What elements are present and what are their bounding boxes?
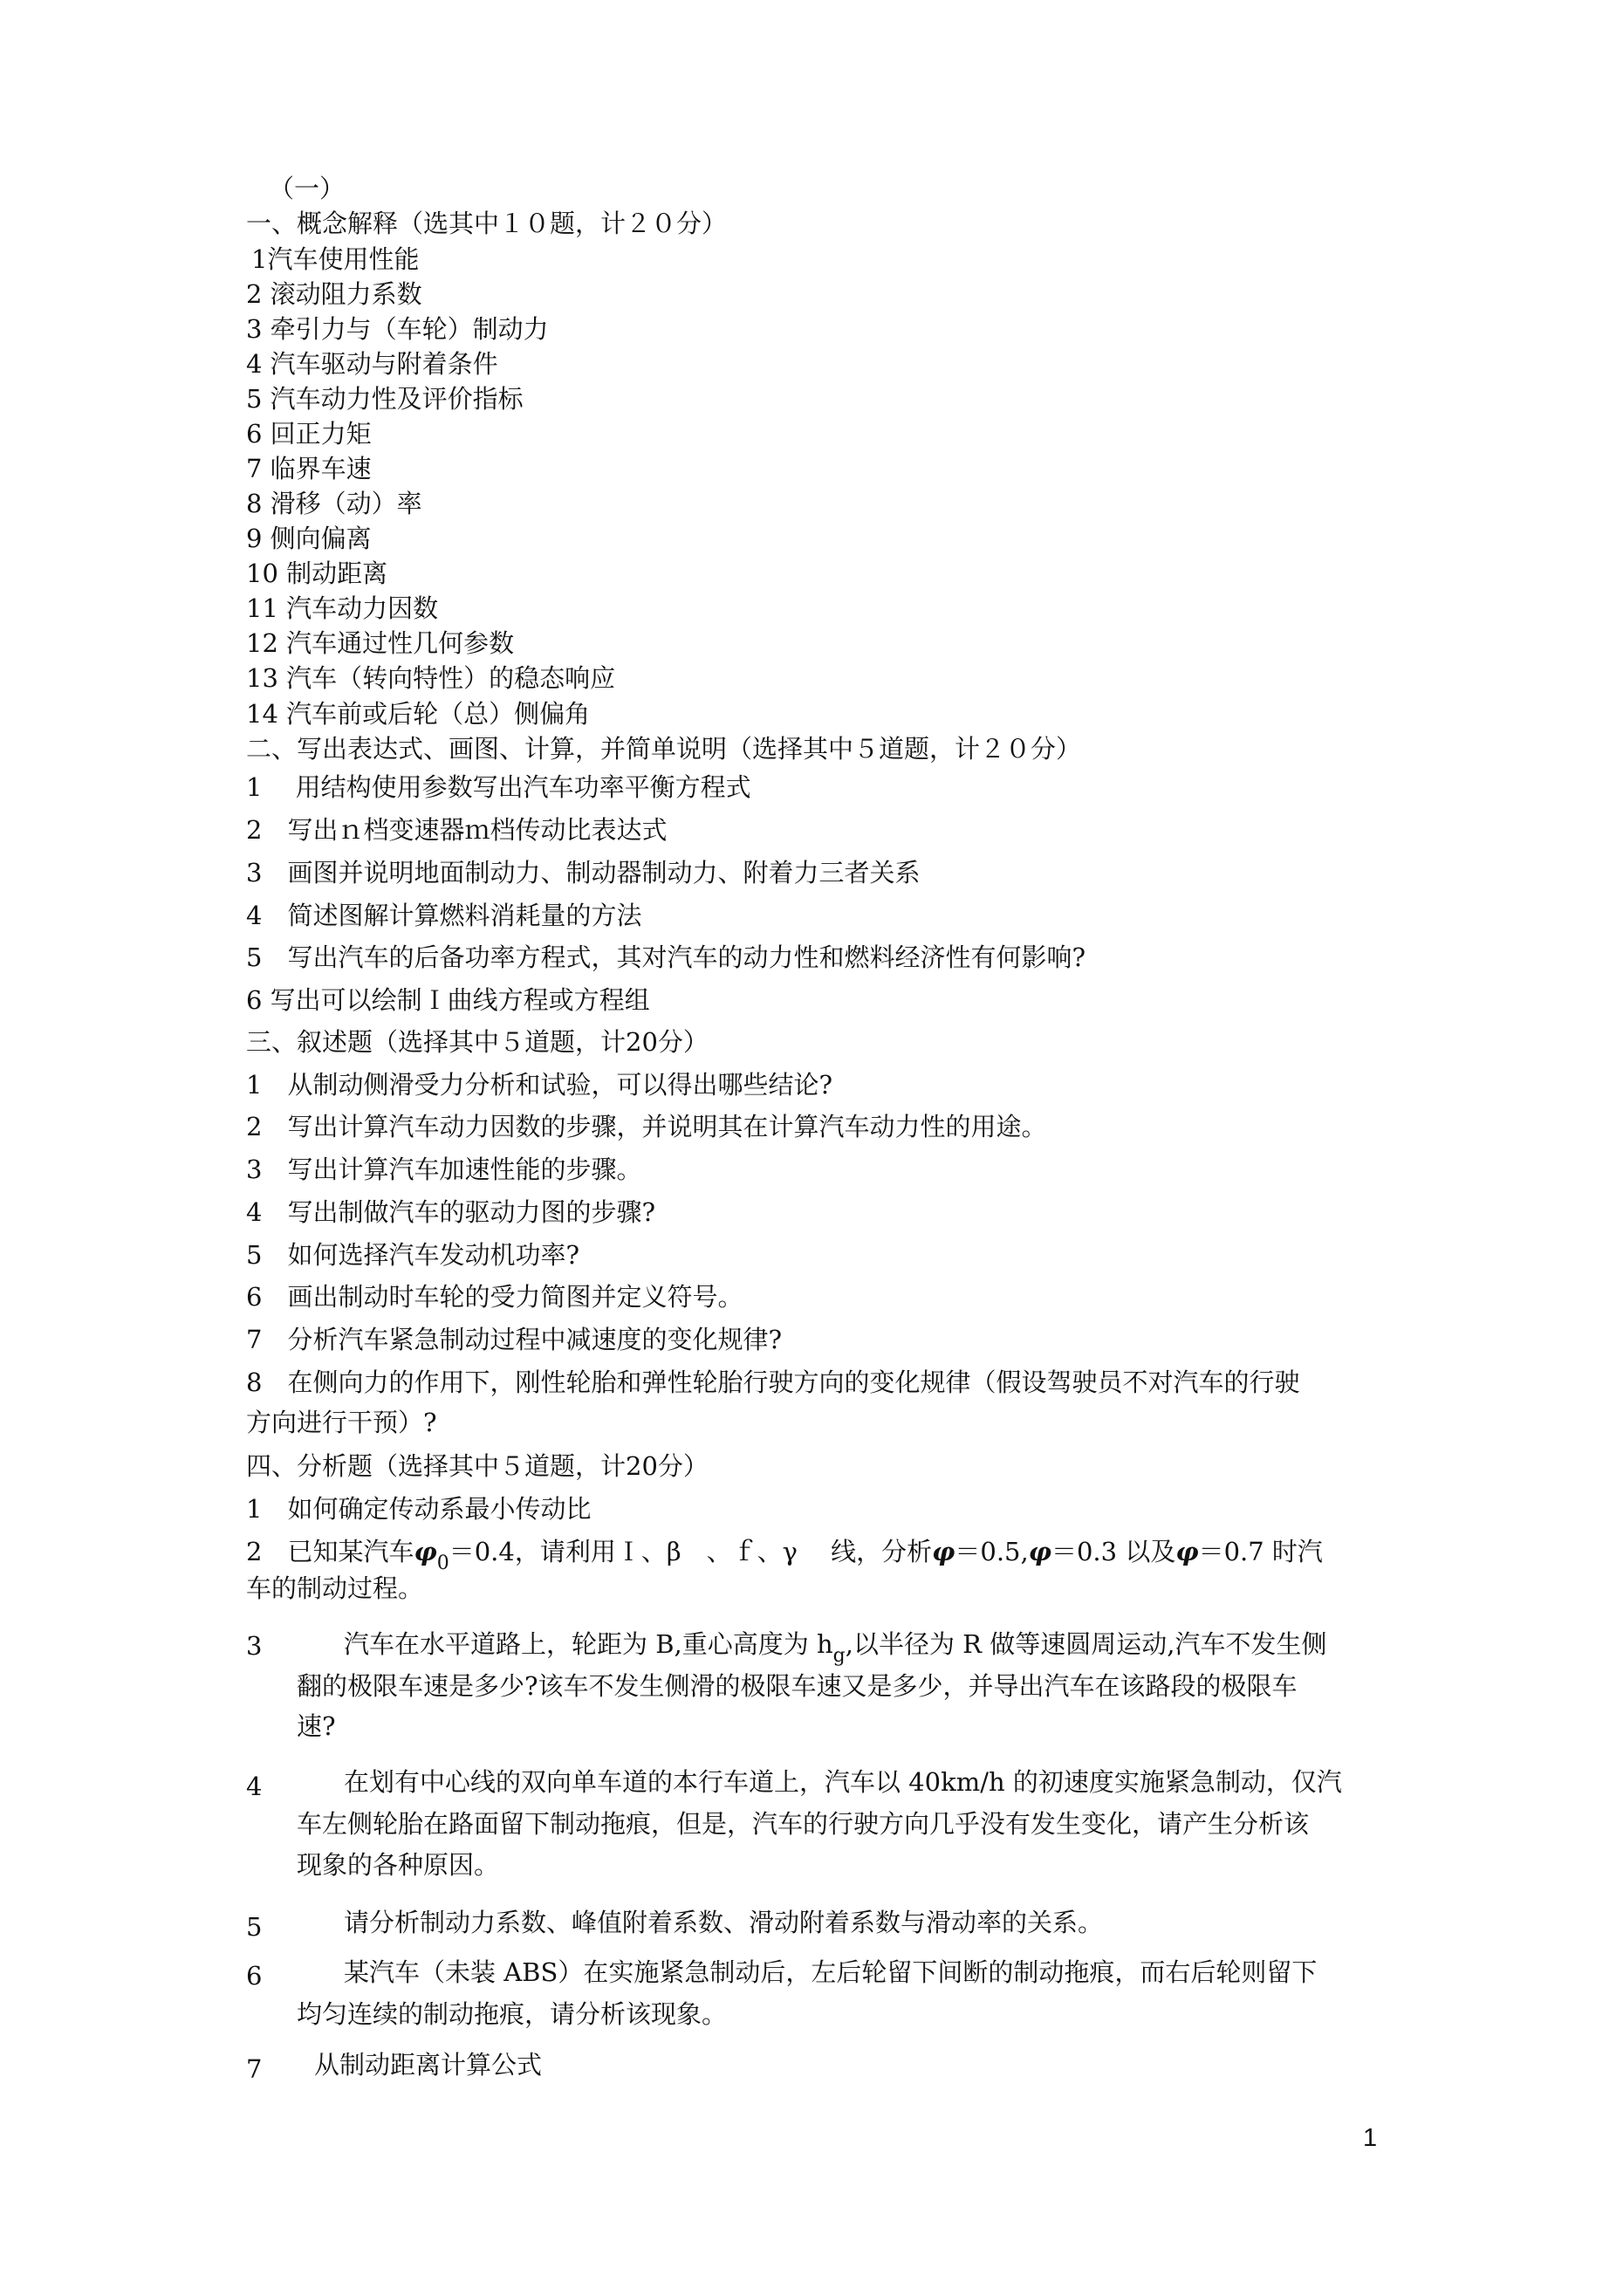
list-item: 14 汽车前或后轮（总）侧偏角	[246, 699, 591, 729]
section2-title: 二、写出表达式、画图、计算，并简单说明（选择其中５道题，计２０分）	[246, 734, 1082, 764]
question-7-line1: 从制动距离计算公式	[314, 2050, 543, 2080]
q2-text: ＝0.3 以及	[1051, 1537, 1176, 1566]
list-item: 7 临界车速	[246, 454, 372, 483]
question-3-line1	[344, 1627, 1326, 1665]
phi-symbol: φ	[932, 1537, 955, 1566]
list-item: 11 汽车动力因数	[246, 593, 439, 623]
list-item: 6 回正力矩	[246, 419, 372, 449]
list-item: 3 画图并说明地面制动力、制动器制动力、附着力三者关系	[246, 858, 921, 888]
list-item: 1 从制动侧滑受力分析和试验，可以得出哪些结论?	[246, 1070, 832, 1100]
question-number: 3	[246, 1631, 263, 1661]
question-4-line2: 车左侧轮胎在路面留下制动拖痕，但是，汽车的行驶方向几乎没有发生变化，请产生分析该	[297, 1809, 1310, 1839]
list-item: 3 牵引力与（车轮）制动力	[246, 314, 549, 344]
question-2-line1	[246, 1534, 1323, 1573]
question-number: 7	[246, 2054, 263, 2084]
list-item: 8 滑移（动）率	[246, 489, 422, 518]
list-item: 4 简述图解计算燃料消耗量的方法	[246, 901, 642, 930]
list-item: 6 写出可以绘制Ｉ曲线方程或方程组	[246, 985, 650, 1015]
list-item: 3 写出计算汽车加速性能的步骤。	[246, 1155, 642, 1184]
phi-symbol: φ	[1175, 1537, 1199, 1566]
section1-title: 一、概念解释（选其中１０题，计２０分）	[246, 209, 728, 238]
list-item: 1 如何确定传动系最小传动比	[246, 1494, 592, 1524]
question-number: 5	[246, 1912, 263, 1942]
question-6-line1: 某汽车（未装 ABS）在实施紧急制动后，左后轮留下间断的制动拖痕，而右后轮则留下	[344, 1957, 1318, 1987]
list-item: 9 侧向偏离	[246, 524, 372, 553]
list-item: 2 滚动阻力系数	[246, 279, 422, 309]
phi-subscript: 0	[436, 1552, 449, 1574]
question-3-line3: 速?	[297, 1711, 336, 1741]
section3-title: 三、叙述题（选择其中５道题，计20分）	[246, 1027, 709, 1057]
q3-text: ,以半径为 R 做等速圆周运动,汽车不发生侧	[845, 1629, 1327, 1659]
question-4-line1: 在划有中心线的双向单车道的本行车道上，汽车以 40km/h 的初速度实施紧急制动，仅汽	[344, 1767, 1342, 1797]
list-item: 1 用结构使用参数写出汽车功率平衡方程式	[246, 772, 751, 802]
h-subscript: g	[832, 1645, 846, 1667]
question-5-line1: 请分析制动力系数、峰值附着系数、滑动附着系数与滑动率的关系。	[344, 1908, 1104, 1937]
q2-text: ＝0.5,	[955, 1537, 1029, 1566]
question-number: 6	[246, 1961, 263, 1991]
question-6-line2: 均匀连续的制动拖痕，请分析该现象。	[297, 1999, 728, 2029]
doc-label: （一）	[269, 174, 346, 203]
q3-text: 汽车在水平道路上，轮距为 B,重心高度为 h	[344, 1629, 833, 1659]
list-item: 6 画出制动时车轮的受力简图并定义符号。	[246, 1282, 743, 1312]
list-item: 13 汽车（转向特性）的稳态响应	[246, 663, 616, 693]
list-item: 2 写出ｎ档变速器ｍ档传动比表达式	[246, 815, 668, 845]
list-item: 4 写出制做汽车的驱动力图的步骤?	[246, 1197, 655, 1227]
list-item: 7 分析汽车紧急制动过程中减速度的变化规律?	[246, 1325, 782, 1354]
list-item: 2 写出计算汽车动力因数的步骤，并说明其在计算汽车动力性的用途。	[246, 1112, 1047, 1141]
list-item: 12 汽车通过性几何参数	[246, 628, 515, 658]
list-item: 5 汽车动力性及评价指标	[246, 384, 524, 414]
phi-symbol: φ	[414, 1537, 437, 1566]
list-item: 10 制动距离	[246, 559, 388, 588]
question-4-line3: 现象的各种原因。	[297, 1850, 500, 1880]
list-item: 4 汽车驱动与附着条件	[246, 349, 498, 379]
question-3-line2: 翻的极限车速是多少?该车不发生侧滑的极限车速又是多少，并导出汽车在该路段的极限车	[297, 1671, 1298, 1701]
list-item: 8 在侧向力的作用下，刚性轮胎和弹性轮胎行驶方向的变化规律（假设驾驶员不对汽车的行驶	[246, 1367, 1300, 1397]
list-item-continuation: 方向进行干预）?	[246, 1408, 437, 1437]
question-number: 4	[246, 1772, 263, 1801]
phi-symbol: φ	[1028, 1537, 1051, 1566]
question-2-line2: 车的制动过程。	[246, 1573, 424, 1603]
section4-title: 四、分析题（选择其中５道题，计20分）	[246, 1451, 709, 1481]
list-item: 1汽车使用性能	[251, 244, 420, 274]
q2-text: ＝0.7 时汽	[1198, 1537, 1323, 1566]
q2-text: 2 已知某汽车	[246, 1537, 414, 1566]
list-item: 5 写出汽车的后备功率方程式，其对汽车的动力性和燃料经济性有何影响?	[246, 942, 1085, 972]
list-item: 5 如何选择汽车发动机功率?	[246, 1240, 579, 1270]
q2-text: ＝0.4，请利用Ｉ、β 、ｆ、γ 线，分析	[449, 1537, 933, 1566]
page-number: 1	[1363, 2124, 1378, 2152]
